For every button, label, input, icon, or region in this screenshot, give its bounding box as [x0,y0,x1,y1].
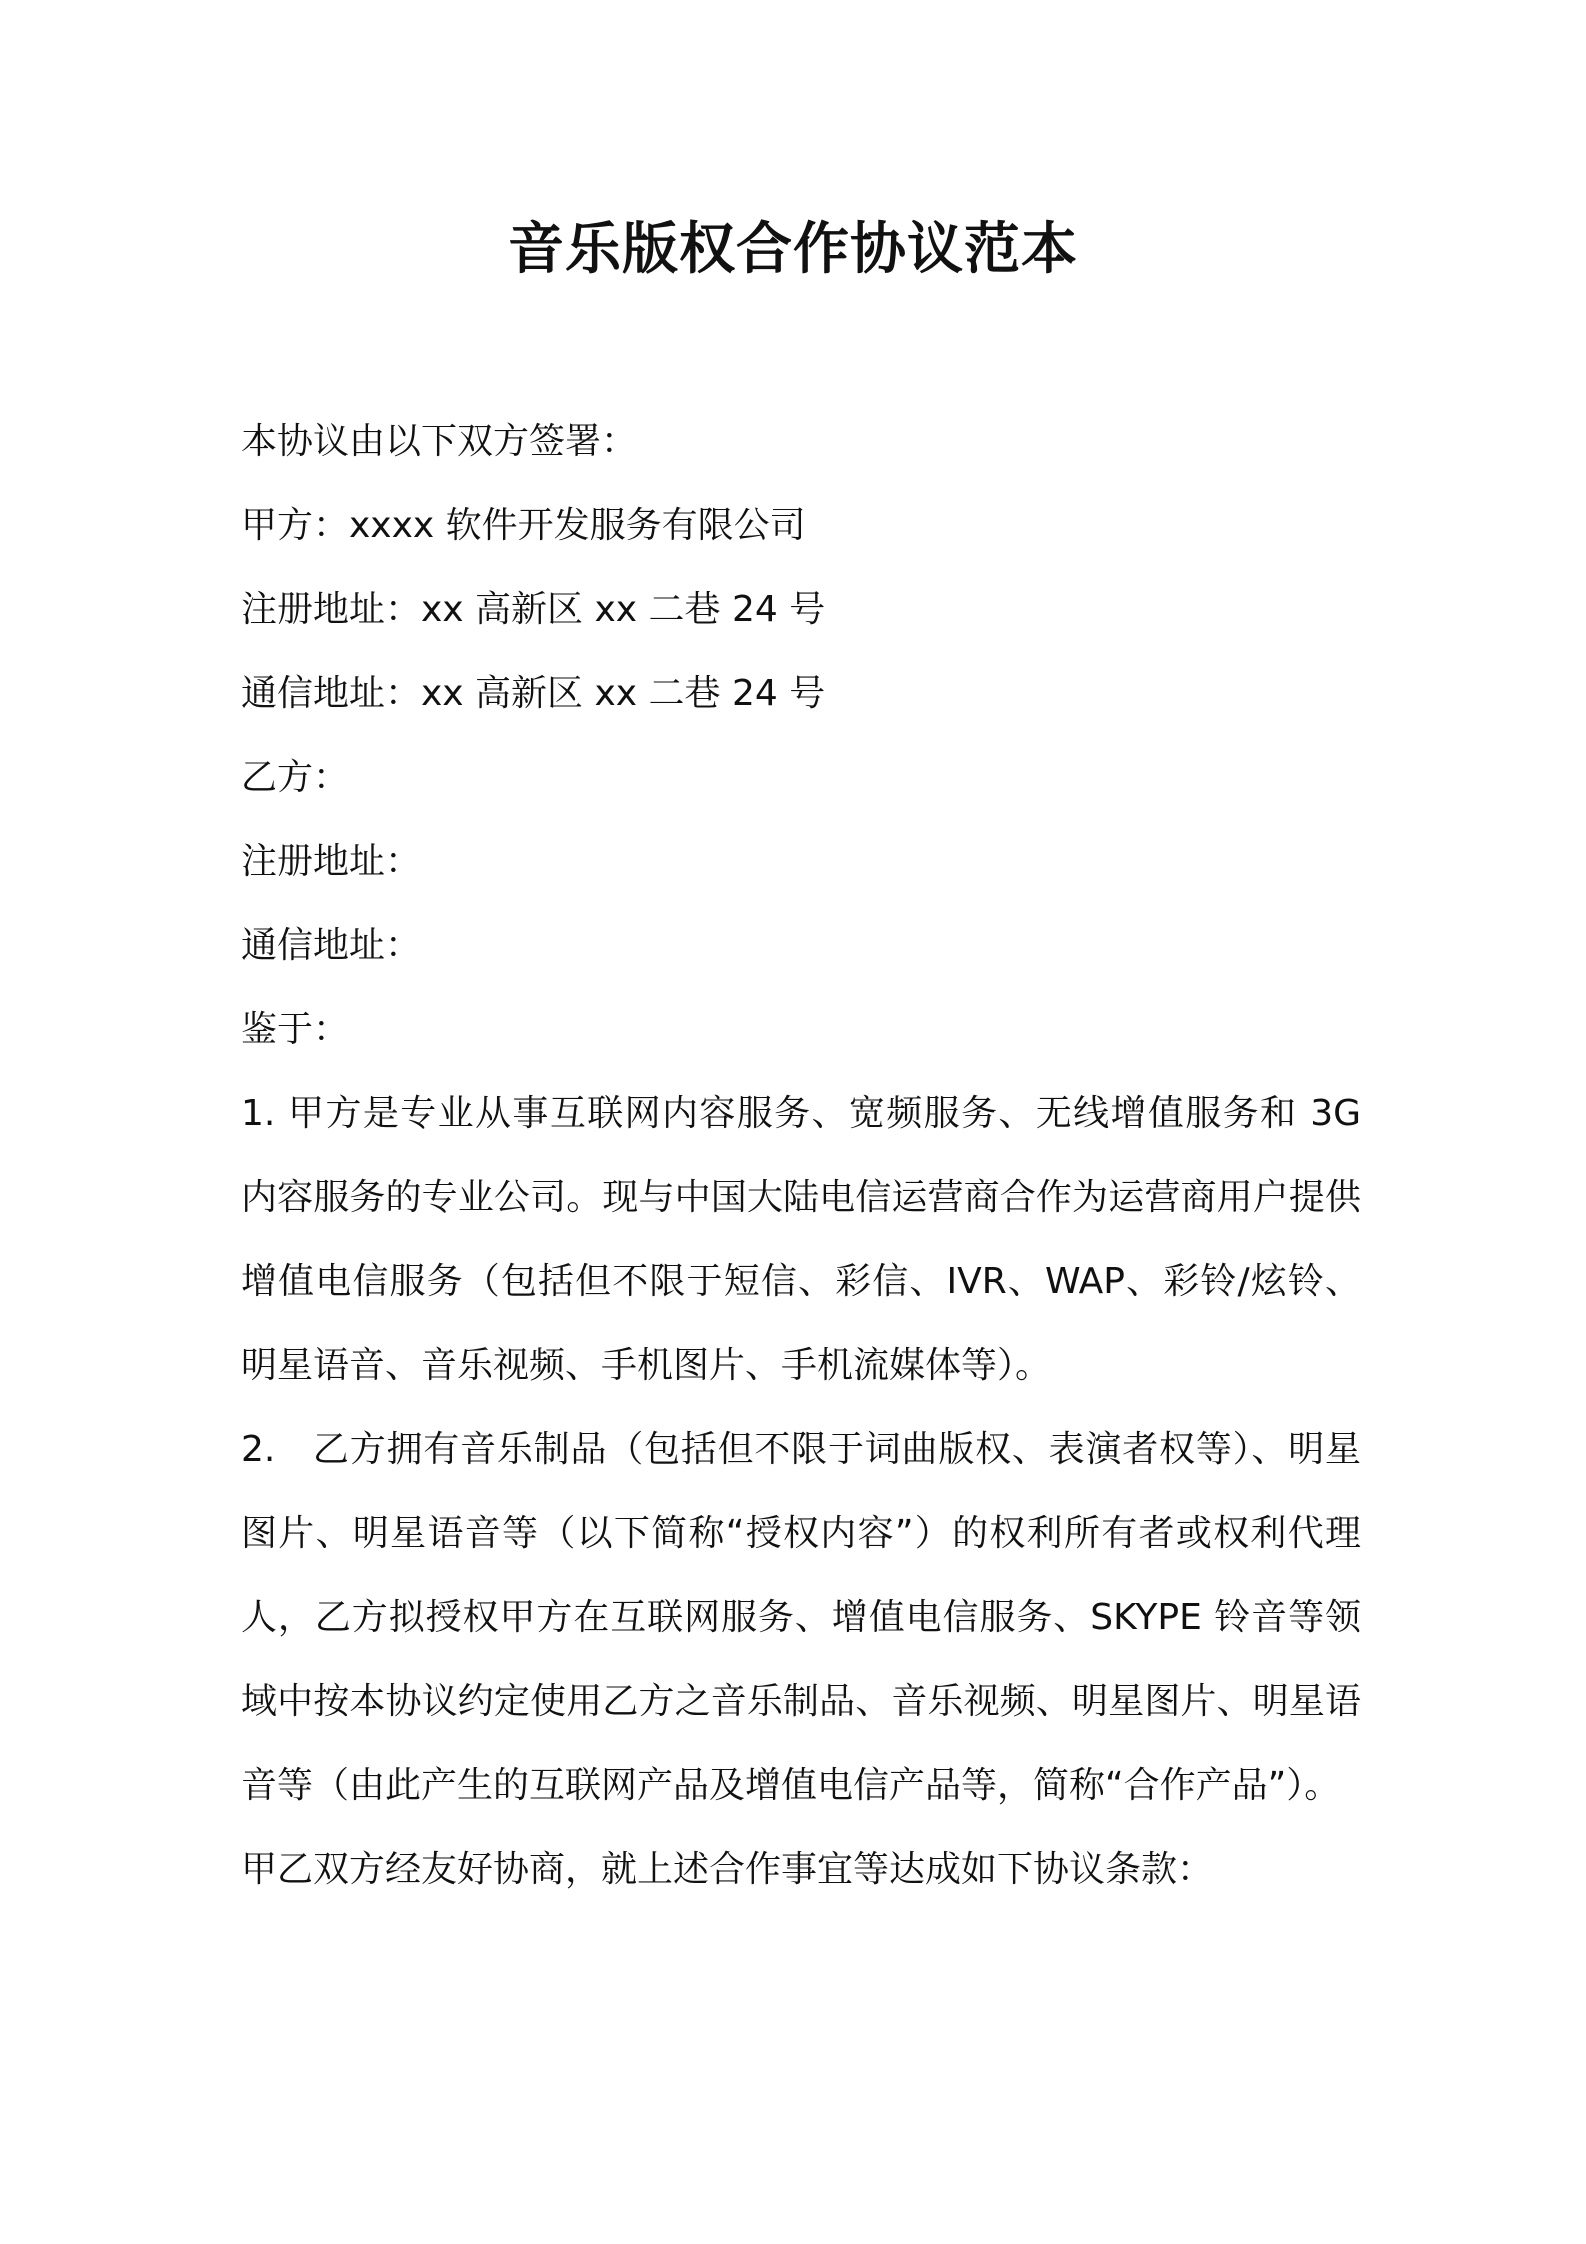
party-b-registered-address: 注册地址： [241,841,422,882]
closing-line: 甲乙双方经友好协商，就上述合作事宜等达成如下协议条款： [241,1849,1214,1890]
document-title: 音乐版权合作协议范本 [508,217,1078,282]
recital-2: 2. 乙方拥有音乐制品（包括但不限于词曲版权、表演者权等）、明星图片、明星语音等（以下简称“授权内容”）的权利所有者或权利代理人，乙方拟授权甲方在互联网服务、增值电信服务、SKYPE 铃音等领域中按本协议约定使用乙方之音乐制品、音乐视频、明星图片、明星语音等（由此产生的互联网产品及增值电信产品等，简称“合作产品”）。 [241,1429,1361,1806]
party-b-mailing-address: 通信地址： [241,925,422,966]
party-a-registered-address: 注册地址：xx 高新区 xx 二巷 24 号 [241,589,826,630]
intro-line: 本协议由以下双方签署： [241,421,638,462]
document-body [241,400,1361,1912]
party-a-name: 甲方：xxxx 软件开发服务有限公司 [241,505,806,546]
recital-1: 1. 甲方是专业从事互联网内容服务、宽频服务、无线增值服务和 3G 内容服务的专业公司。现与中国大陆电信运营商合作为运营商用户提供增值电信服务（包括但不限于短信、彩信、IVR、WAP、彩铃/炫铃、明星语音、音乐视频、手机图片、手机流媒体等）。 [241,1093,1361,1386]
whereas-heading: 鉴于： [241,1009,350,1050]
party-a-mailing-address: 通信地址：xx 高新区 xx 二巷 24 号 [241,673,826,714]
party-b-name: 乙方： [241,757,350,798]
